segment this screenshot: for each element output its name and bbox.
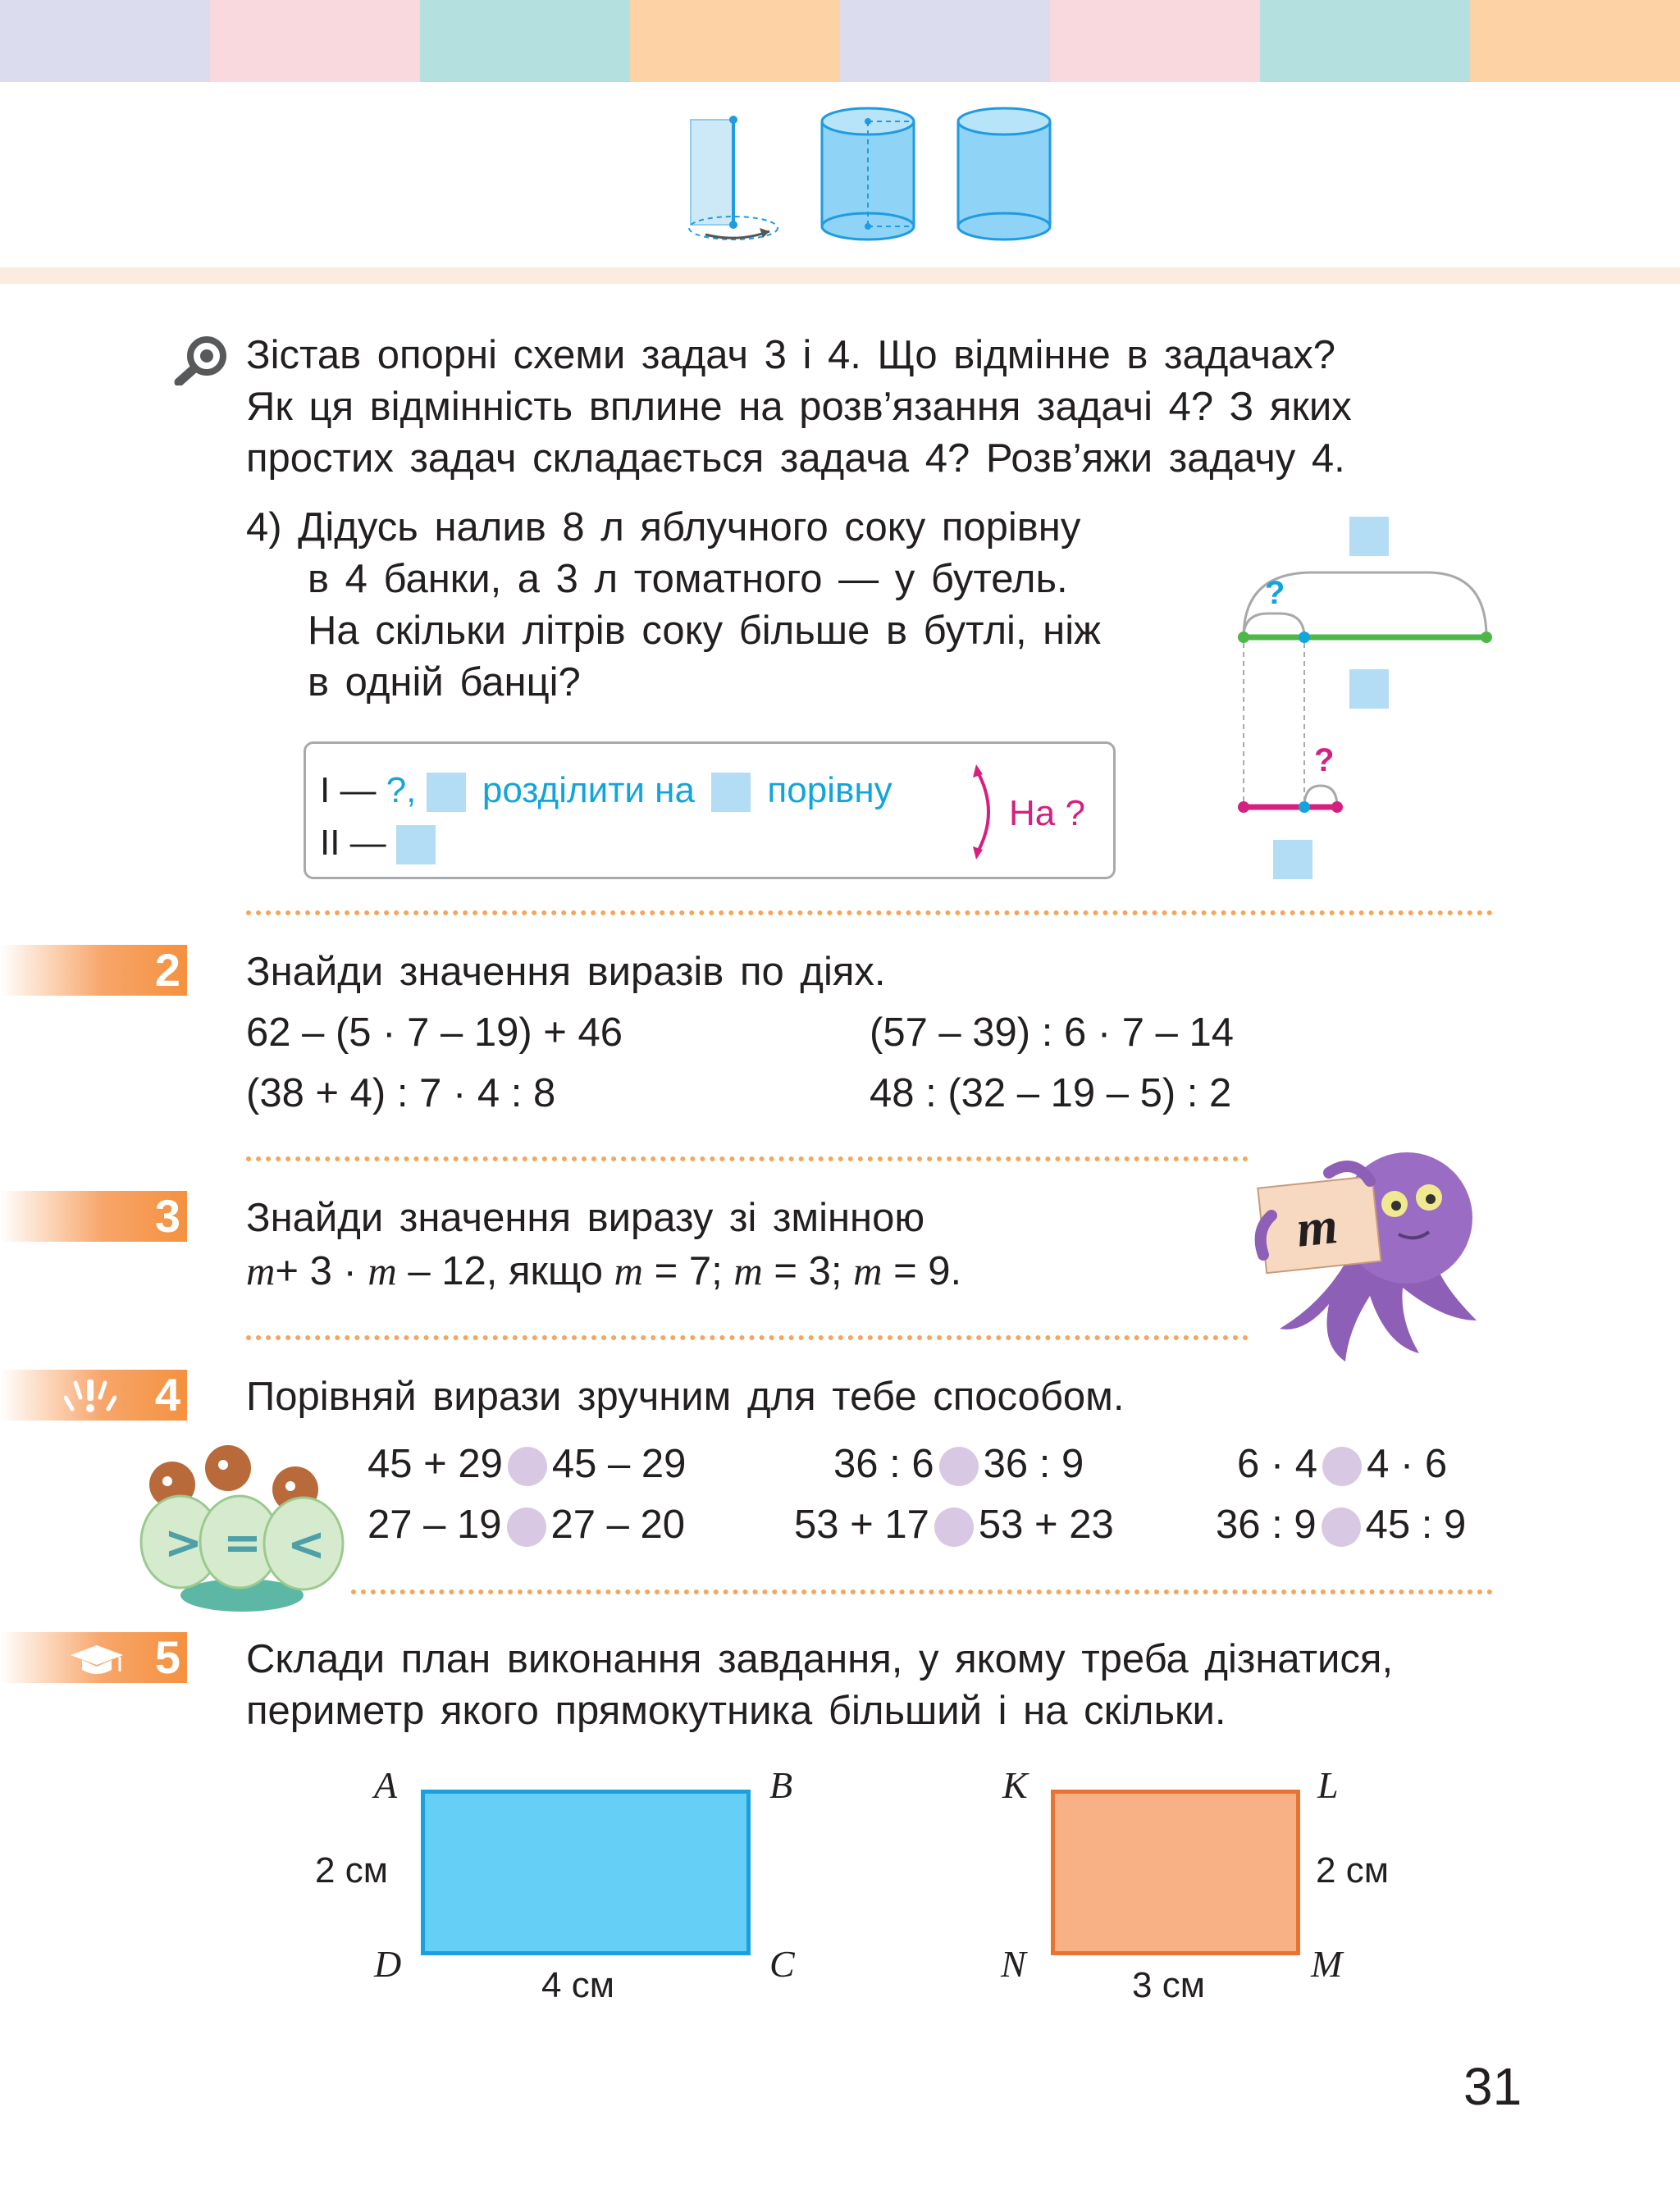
task4-number-label: 4 [154,1369,180,1421]
compare-circle [939,1447,979,1486]
compare-pair-1 [368,1439,686,1490]
compare-left: 6 · 4 [1237,1442,1318,1486]
vertex-a-label: A [374,1764,398,1806]
compare-circle [1322,1507,1361,1547]
vertex-d-label: D [374,1943,402,1985]
rectangle-abcd [421,1790,751,1955]
page-number: 31 [1463,2057,1522,2116]
task2-expression-1: 62 – (5 · 7 – 19) + 46 [246,1010,623,1055]
compare-question: На ? [1009,793,1085,833]
compare-circle [508,1447,547,1486]
vertex-c-label: C [769,1943,795,1985]
vertex-l-label: L [1317,1764,1339,1806]
task5-line-2: периметр якого прямокутника більший і на скільки. [246,1689,1226,1733]
compare-pair-4 [368,1499,685,1551]
value-1: = 7; [643,1249,734,1293]
vertex-b-label: B [769,1764,793,1806]
vertex-n-label: N [1001,1943,1026,1985]
task-number-5 [0,1632,187,1683]
compare-brace [968,763,1001,861]
task-number-3: 3 [0,1191,187,1242]
color-stripe-segment [1470,0,1680,82]
problem-line-2: в 4 банки, а 3 л томатного — у бутель. [308,557,1068,601]
rectangle-klmn [1051,1790,1300,1955]
greater-sign: > [164,1516,203,1570]
octopus-illustration [1247,1140,1493,1370]
scheme-row-1 [320,764,892,816]
card-letter: m [1294,1196,1341,1258]
task-number-4 [0,1370,187,1421]
task1-line-1: Зістав опорні схеми задач 3 і 4. Що відмінне в задачах? [246,333,1335,377]
compare-left: 36 : 9 [1216,1503,1317,1547]
variable-m: m [853,1248,883,1293]
task1-line-3: простих задач складається задача 4? Розв’яжи задачу 4. [246,436,1345,481]
compare-left: 53 + 17 [794,1503,929,1547]
color-stripe-segment [1260,0,1470,82]
rect1-bottom-length: 4 см [541,1965,614,2005]
compare-right: 27 – 20 [550,1503,685,1547]
scheme-row1-prefix: I — [320,770,386,810]
problem-line-3: На скільки літрів соку більше в бутлі, ніж [308,609,1101,653]
task2-title: Знайди значення виразів по діях. [246,950,886,994]
value-2: = 3; [762,1249,854,1293]
variable-m: m [733,1248,763,1293]
task1-line-2: Як ця відмінність вплине на розв’язання задачі 4? З яких [246,385,1352,429]
color-stripe-segment [630,0,840,82]
color-stripe-segment [420,0,630,82]
task5-number-label: 5 [154,1631,180,1683]
graduation-cap-icon [69,1644,126,1676]
dotted-divider [246,1335,1249,1340]
task3-line-1: Знайди значення виразу зі змінною [246,1196,925,1240]
task2-expression-2: (57 – 39) : 6 · 7 – 14 [870,1010,1234,1055]
scheme-row1-question: ?, [386,770,417,810]
task5-line-1: Склади план виконання завдання, у якому треба дізнатися, [246,1637,1394,1681]
compare-circle [507,1507,546,1547]
segment-diagram [1222,509,1509,886]
rect2-bottom-length: 3 см [1132,1965,1205,2005]
expr-part-a: + 3 · [275,1249,368,1293]
blank-square [396,825,436,864]
variable-m: m [368,1248,397,1293]
diagram-question-2: ? [1314,742,1335,778]
color-stripe-segment [1050,0,1260,82]
color-stripe-segment [840,0,1050,82]
compare-left: 36 : 6 [833,1442,934,1486]
compare-right: 45 – 29 [551,1442,687,1486]
compare-pair-2 [833,1439,1084,1490]
top-color-stripe [0,0,1680,82]
task2-expression-4: 48 : (32 – 19 – 5) : 2 [870,1071,1232,1115]
expr-part-b: – 12, якщо [396,1249,614,1293]
problem-line-1: 4) Дідусь налив 8 л яблучного соку порівну [246,505,1081,550]
scheme-row2-prefix: II — [320,823,396,863]
compare-right: 53 + 23 [978,1503,1114,1547]
task3-line-2 [246,1245,961,1298]
blank-square [711,773,751,812]
variable-m: m [614,1248,644,1293]
compare-circle [1322,1447,1362,1486]
scheme-divide-label: розділити на [482,770,695,810]
compare-left: 27 – 19 [368,1503,502,1547]
magnifier-icon [174,335,230,385]
vertex-k-label: K [1002,1764,1028,1806]
vertex-m-label: M [1311,1943,1343,1985]
task-number-2: 2 [0,945,187,996]
dotted-divider [246,1156,1249,1161]
attention-icon [64,1378,116,1414]
scheme-row-2 [320,817,436,869]
rect1-side-length: 2 см [315,1850,388,1890]
compare-circle [934,1507,974,1547]
compare-pair-6 [1216,1499,1466,1551]
compare-left: 45 + 29 [368,1442,503,1486]
eggs-illustration [131,1435,353,1616]
less-sign: < [287,1518,326,1571]
rect2-side-length: 2 см [1316,1850,1389,1890]
compare-right: 45 : 9 [1365,1503,1467,1547]
task4-title: Порівняй вирази зручним для тебе способом. [246,1375,1125,1419]
variable-m: m [246,1248,276,1293]
dotted-divider [246,910,1493,915]
compare-pair-5 [794,1499,1114,1551]
diagram-question-1: ? [1265,575,1285,611]
compare-pair-3 [1237,1439,1447,1490]
dotted-divider [351,1589,1493,1594]
value-3: = 9. [882,1249,962,1293]
compare-right: 4 · 6 [1367,1442,1448,1486]
problem-line-4: в одній банці? [308,660,581,705]
compare-right: 36 : 9 [983,1442,1084,1486]
color-stripe-segment [0,0,210,82]
equals-sign: = [223,1516,262,1570]
scheme-equally-label: порівну [767,770,892,810]
blank-square [427,773,466,812]
cylinder-illustration [681,98,1066,254]
header-divider [0,267,1680,284]
task2-expression-3: (38 + 4) : 7 · 4 : 8 [246,1071,556,1115]
color-stripe-segment [210,0,420,82]
